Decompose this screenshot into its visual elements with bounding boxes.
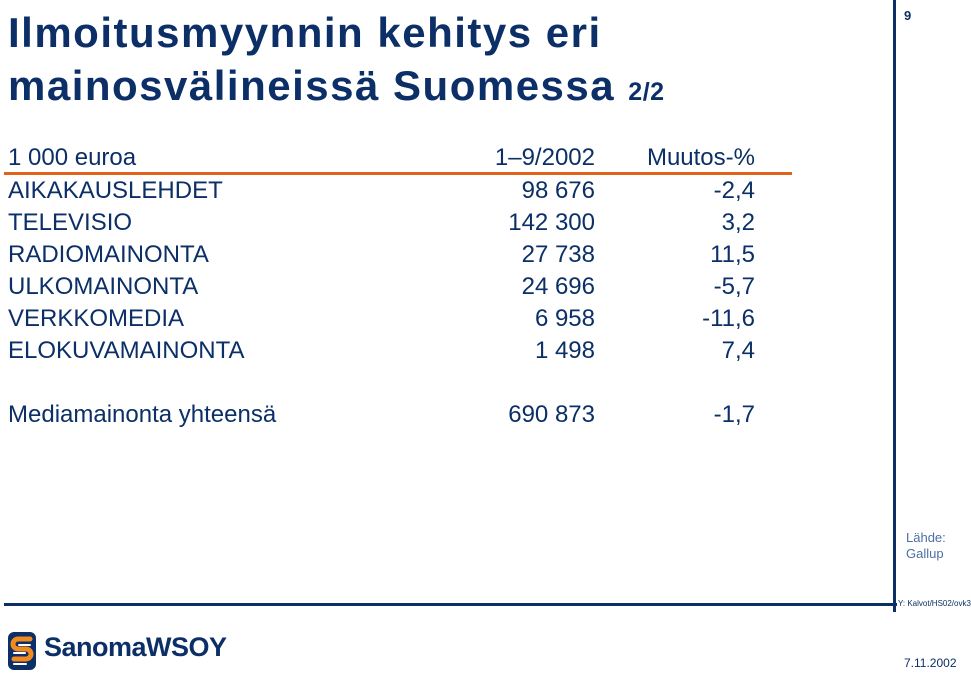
table-row xyxy=(8,207,755,239)
table-row xyxy=(8,271,755,303)
header-period: 1–9/2002 xyxy=(494,144,595,171)
page-number: 9 xyxy=(904,8,912,23)
vertical-divider xyxy=(893,0,896,612)
ad-sales-table xyxy=(8,143,755,431)
source-label: Lähde: xyxy=(906,530,946,545)
logo-mark-icon xyxy=(6,630,38,672)
sanomawsoy-logo xyxy=(6,630,227,672)
table-row xyxy=(8,175,755,207)
header-change: Muutos-% xyxy=(646,144,755,171)
row-label: ELOKUVAMAINONTA xyxy=(8,337,245,364)
row-label: ULKOMAINONTA xyxy=(8,273,199,300)
slide-title-line2: mainosvälineissä Suomessa xyxy=(8,62,616,109)
source-name: Gallup xyxy=(906,546,944,561)
row-value: 98 676 xyxy=(521,177,595,204)
logo-wordmark: SanomaWSOY xyxy=(44,632,227,662)
row-change: -2,4 xyxy=(713,177,755,204)
table-total-row xyxy=(8,399,755,431)
row-change: -11,6 xyxy=(702,305,755,332)
table-row xyxy=(8,335,755,367)
row-label: RADIOMAINONTA xyxy=(8,241,209,268)
row-value: 142 300 xyxy=(508,209,595,236)
slide-date: 7.11.2002 xyxy=(904,656,957,670)
source-note xyxy=(906,530,946,562)
row-change: 3,2 xyxy=(721,209,755,236)
row-change: 7,4 xyxy=(721,337,755,364)
slide-title-line1: Ilmoitusmyynnin kehitys eri xyxy=(8,9,602,56)
table-row xyxy=(8,303,755,335)
file-path: Y: Kalvot/HS02/ovk3 xyxy=(898,599,971,608)
slide-title-part: 2/2 xyxy=(628,78,665,106)
row-change: -5,7 xyxy=(713,273,755,300)
slide-title xyxy=(8,6,868,119)
row-value: 27 738 xyxy=(521,241,595,268)
table-header-row xyxy=(8,143,755,175)
row-value: 6 958 xyxy=(534,305,595,332)
table-row xyxy=(8,239,755,271)
header-unit: 1 000 euroa xyxy=(8,144,137,171)
row-label: VERKKOMEDIA xyxy=(8,305,185,332)
total-label: Mediamainonta yhteensä xyxy=(8,401,277,428)
row-label: TELEVISIO xyxy=(8,209,133,236)
row-value: 24 696 xyxy=(521,273,595,300)
row-label: AIKAKAUSLEHDET xyxy=(8,177,223,204)
row-change: 11,5 xyxy=(710,241,755,268)
total-change: -1,7 xyxy=(713,401,755,428)
total-value: 690 873 xyxy=(508,401,595,428)
row-value: 1 498 xyxy=(534,337,595,364)
bottom-divider xyxy=(4,603,897,606)
table-spacer-row xyxy=(8,367,755,399)
